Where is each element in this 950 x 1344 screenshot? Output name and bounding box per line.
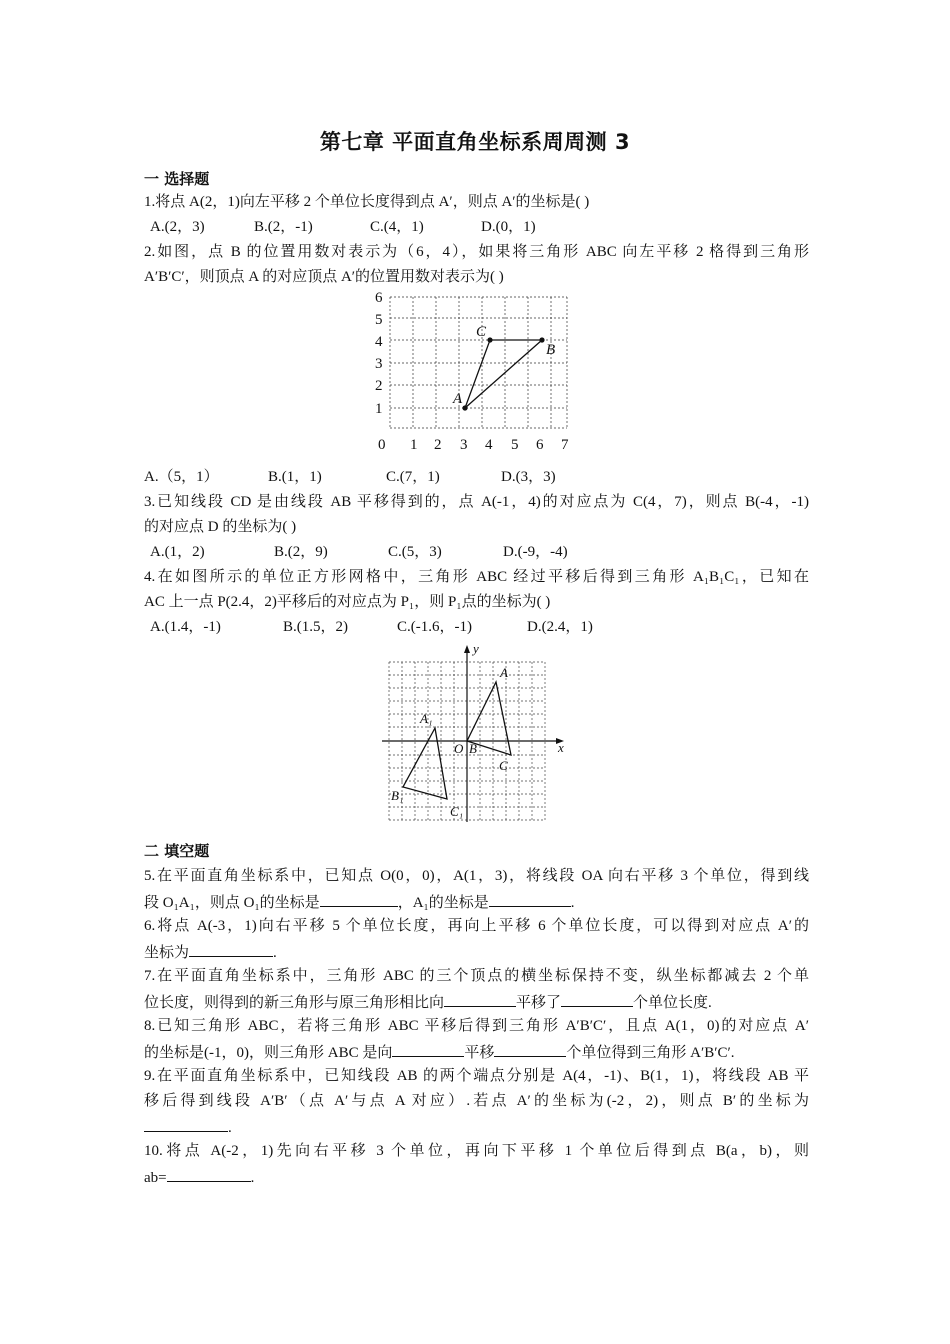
q2-point-b: [539, 337, 544, 342]
q4-label-o: O: [454, 741, 464, 756]
q2-label-c: C: [476, 324, 487, 340]
q4-option-b[interactable]: B.(1.5，2): [283, 619, 348, 635]
q4-label-c: C: [499, 758, 508, 773]
q1-option-b[interactable]: B.(2，-1): [254, 219, 313, 235]
q4-triangle-a1b1c1: [403, 728, 447, 799]
question-2-line-1: 2.如图，点 B 的位置用数对表示为（6，4），如果将三角形 ABC 向左平移 2 格得到三角形: [144, 244, 809, 260]
question-7-line-2: [144, 991, 809, 1013]
q5-text-c: .: [570, 895, 575, 911]
question-2-options: [144, 467, 556, 487]
q4-option-a[interactable]: A.(1.4，-1): [150, 619, 221, 635]
q2-label-b: B: [546, 342, 556, 358]
q3-option-b[interactable]: B.(2，9): [274, 544, 328, 560]
question-1-text: 1.将点 A(2，1)向左平移 2 个单位长度得到点 A′，则点 A′的坐标是( ): [144, 194, 590, 210]
q2-x-tick-7: 7: [561, 437, 569, 453]
q2-x-tick-1: 1: [410, 437, 418, 453]
q5-blank-1[interactable]: [320, 891, 398, 907]
question-5-line-2: [144, 891, 809, 913]
q7-blank-1[interactable]: [444, 991, 516, 1007]
question-4-line-2: AC 上一点 P(2.4，2)平移后的对应点为 P₁，则 P₁点的坐标为( ): [144, 594, 551, 610]
q3-option-d[interactable]: D.(-9，-4): [503, 544, 568, 560]
q10-blank-1[interactable]: [167, 1166, 251, 1182]
q2-x-tick-0: 0: [378, 437, 386, 453]
q2-y-tick-2: 2: [375, 378, 383, 394]
q4-label-y: y: [473, 642, 479, 656]
question-10-line-1: 10.将点 A(-2，1)先向右平移 3 个单位，再向下平移 1 个单位后得到点 B(a，b)，则: [144, 1143, 809, 1159]
q2-point-a: [462, 405, 467, 410]
question-3-line-2: 的对应点 D 的坐标为( ): [144, 519, 297, 535]
q8-blank-1[interactable]: [392, 1041, 464, 1057]
q7-text-c: 个单位长度.: [633, 995, 712, 1011]
q8-text-a: 的坐标是(-1，0)，则三角形 ABC 是向: [144, 1045, 393, 1061]
q2-y-tick-6: 6: [375, 290, 383, 306]
q2-option-d[interactable]: D.(3，3): [501, 469, 556, 485]
question-6-line-2: [144, 941, 809, 963]
q4-grid-figure: [380, 642, 575, 824]
q1-option-a[interactable]: A.(2，3): [150, 219, 205, 235]
q10-text-a: ab=: [144, 1170, 167, 1186]
q4-label-a: A: [500, 665, 508, 680]
q4-option-d[interactable]: D.(2.4，1): [527, 619, 593, 635]
question-4-line-1: 4.在如图所示的单位正方形网格中，三角形 ABC 经过平移后得到三角形 A₁B₁C₁，已知在: [144, 569, 809, 585]
q1-option-c[interactable]: C.(4，1): [370, 219, 424, 235]
q2-point-c: [487, 337, 492, 342]
question-9-line-2: 移后得到线段 A′B′（点 A′与点 A 对应）.若点 A′的坐标为(-2，2)，则点 B′的坐标为: [144, 1093, 809, 1109]
q4-label-a1: A₁: [420, 711, 433, 726]
q1-option-d[interactable]: D.(0，1): [481, 219, 536, 235]
q2-x-tick-4: 4: [485, 437, 493, 453]
q2-option-c[interactable]: C.(7，1): [386, 469, 440, 485]
question-4-options: [150, 617, 593, 637]
question-8-line-1: 8.已知三角形 ABC，若将三角形 ABC 平移后得到三角形 A′B′C′，且点 A(1，0)的对应点 A′: [144, 1018, 809, 1034]
q8-blank-2[interactable]: [494, 1041, 566, 1057]
question-2-line-2: A′B′C′，则顶点 A 的对应顶点 A′的位置用数对表示为( ): [144, 269, 504, 285]
q8-text-c: 个单位得到三角形 A′B′C′.: [566, 1045, 735, 1061]
question-1-options: [150, 217, 536, 237]
question-8-line-2: [144, 1041, 809, 1063]
q4-option-c[interactable]: C.(-1.6，-1): [397, 619, 472, 635]
q7-text-a: 位长度，则得到的新三角形与原三角形相比向: [144, 995, 445, 1011]
q6-text-b: .: [273, 945, 277, 961]
q2-option-b[interactable]: B.(1，1): [268, 469, 322, 485]
q10-text-b: .: [250, 1170, 255, 1186]
q2-label-a: A: [453, 391, 463, 407]
q6-text-a: 坐标为: [144, 945, 190, 961]
question-10-line-2: [144, 1166, 809, 1188]
question-5-line-1: 5.在平面直角坐标系中，已知点 O(0，0)，A(1，3)，将线段 OA 向右平移 3 个单位，得到线: [144, 868, 809, 884]
question-3-line-1: 3.已知线段 CD 是由线段 AB 平移得到的，点 A(-1，4)的对应点为 C(4，7)，则点 B(-4，-1): [144, 494, 809, 510]
q4-label-b: B: [469, 741, 477, 756]
q5-blank-2[interactable]: [489, 891, 571, 907]
q3-option-a[interactable]: A.(1，2): [150, 544, 205, 560]
q7-blank-2[interactable]: [561, 991, 633, 1007]
question-6-line-1: 6.将点 A(-3，1)向右平移 5 个单位长度，再向上平移 6 个单位长度，可以得到对应点 A′的: [144, 918, 809, 934]
section-choice-heading: 一 选择题: [144, 170, 210, 188]
q2-y-tick-5: 5: [375, 312, 383, 328]
q9-text-end: .: [228, 1120, 232, 1136]
q2-x-tick-5: 5: [511, 437, 519, 453]
q2-x-tick-6: 6: [536, 437, 544, 453]
q5-text-a: 段 O₁A₁，则点 O₁的坐标是: [144, 895, 320, 911]
q9-blank-1[interactable]: [144, 1116, 228, 1132]
q2-grid-figure: [370, 286, 580, 456]
page-title: 第七章 平面直角坐标系周周测 3: [319, 130, 631, 154]
q2-x-tick-2: 2: [434, 437, 442, 453]
q2-x-tick-3: 3: [460, 437, 468, 453]
question-9-line-3: [144, 1116, 809, 1138]
question-9-line-1: 9.在平面直角坐标系中，已知线段 AB 的两个端点分别是 A(4，-1)、B(1，1)，将线段 AB 平: [144, 1068, 809, 1084]
section-fill-heading: 二 填空题: [144, 842, 210, 860]
q7-text-b: 平移了: [516, 995, 562, 1011]
q8-text-b: 平移: [464, 1045, 495, 1061]
q5-text-b: ，A₁的坐标是: [397, 895, 489, 911]
q2-option-a[interactable]: A.（5，1）: [144, 469, 219, 485]
q4-label-x: x: [558, 740, 564, 755]
q4-label-b1: B₁: [391, 788, 404, 803]
q3-option-c[interactable]: C.(5，3): [388, 544, 442, 560]
q4-label-c1: C₁: [450, 804, 464, 819]
question-3-options: [150, 542, 568, 562]
question-7-line-1: 7.在平面直角坐标系中，三角形 ABC 的三个顶点的横坐标保持不变，纵坐标都减去 2 个单: [144, 968, 809, 984]
q6-blank-1[interactable]: [189, 941, 273, 957]
q2-triangle-abc: [465, 340, 542, 408]
q2-y-tick-1: 1: [375, 401, 383, 417]
q2-y-tick-4: 4: [375, 334, 383, 350]
q2-y-tick-3: 3: [375, 356, 383, 372]
